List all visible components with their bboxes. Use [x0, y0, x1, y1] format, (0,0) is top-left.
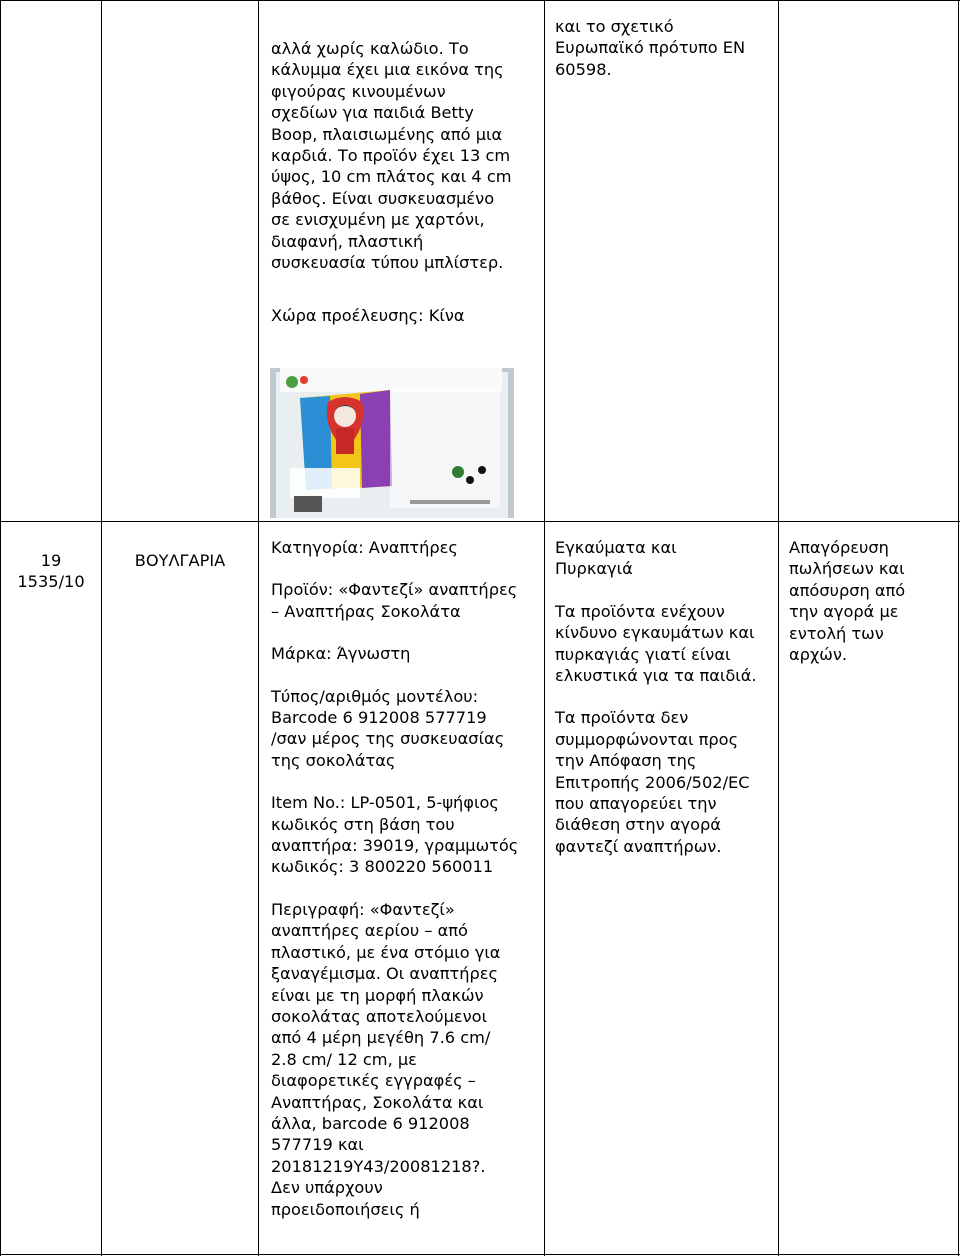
- column-divider: [544, 0, 545, 1256]
- measures-cell: [789, 537, 957, 665]
- risk-text-continued: και το σχετικό Ευρωπαϊκό πρότυπο ΕΝ 60598.: [555, 17, 746, 79]
- category-text: Κατηγορία: Αναπτήρες: [271, 538, 458, 557]
- table-border-left: [0, 0, 1, 1256]
- column-divider: [778, 0, 779, 1256]
- betty-boop-lamp-photo: [270, 368, 514, 518]
- country-name: ΒΟΥΛΓΑΡΙΑ: [134, 551, 226, 570]
- risk-cell-top: [555, 16, 775, 80]
- table-border-right: [958, 0, 959, 1256]
- model-text: Τύπος/αριθμός μοντέλου: Barcode 6 912008 577719 /σαν μέρος της συσκευασίας της σοκολάτας: [271, 686, 505, 770]
- product-photo: [270, 368, 514, 518]
- column-divider: [258, 0, 259, 1256]
- description-text: Περιγραφή: «Φαντεζί» αναπτήρες αερίου – από πλαστικό, με ένα στόμιο για ξαναγέμισμα. Οι αναπτήρες είναι με τη μορφή πλακών σοκολάτας αποτελούμενοι από 4 μέρη μεγέθη 7.6 cm/ 2.8 cm/ 12 cm, με διαφορετικές εγγραφές – Αναπτήρας, Σοκολάτα και άλλα, barcode 6 912008 577719 και 20181219Y43/20081218?. Δεν υπάρχουν προειδοποιήσεις ή: [271, 899, 501, 1219]
- measures-text: Απαγόρευση πωλήσεων και απόσυρση από την αγορά με εντολή των αρχών.: [789, 538, 906, 665]
- risk-cell: [555, 537, 777, 857]
- row-divider: [0, 521, 960, 522]
- row-number-cell: [2, 550, 100, 593]
- product-details-cell: [271, 537, 543, 1220]
- table-border-bottom: [0, 1254, 960, 1255]
- item-number-text: Item No.: LP-0501, 5-ψήφιος κωδικός στη βάση του αναπτήρα: 39019, γραμμωτός κωδικός: 3 800220 560011: [271, 793, 519, 877]
- column-divider: [101, 0, 102, 1256]
- origin-text: Χώρα προέλευσης: Κίνα: [271, 306, 465, 326]
- risk-type: Εγκαύματα και Πυρκαγιά: [555, 538, 677, 579]
- risk-description: Τα προϊόντα ενέχουν κίνδυνο εγκαυμάτων και πυρκαγιάς γιατί είναι ελκυστικά για τα παιδιά.: [555, 601, 757, 686]
- row-number: 19: [40, 551, 62, 570]
- description-text: αλλά χωρίς καλώδιο. Το κάλυμμα έχει μια εικόνα της φιγούρας κινουμένων σχεδίων για παιδιά Betty Boop, πλαισιωμένης από μια καρδιά. Το προϊόν έχει 13 cm ύψος, 10 cm πλάτος και 4 cm βάθος. Είναι συσκευασμένο σε ενισχυμένη με χαρτόνι, διαφανή, πλαστική συσκευασία τύπου μπλίστερ.: [271, 39, 512, 273]
- brand-text: Μάρκα: Άγνωστη: [271, 644, 411, 664]
- description-cell: [271, 38, 541, 327]
- country-cell: [103, 550, 257, 571]
- table-border-top: [0, 0, 960, 1]
- product-text: Προϊόν: «Φαντεζί» αναπτήρες – Αναπτήρας Σοκολάτα: [271, 580, 518, 621]
- reference-number: 1535/10: [17, 572, 85, 592]
- risk-compliance: Τα προϊόντα δεν συμμορφώνονται προς την Απόφαση της Επιτροπής 2006/502/EC που απαγορεύει την διάθεση στην αγορά φαντεζί αναπτήρων.: [555, 708, 750, 856]
